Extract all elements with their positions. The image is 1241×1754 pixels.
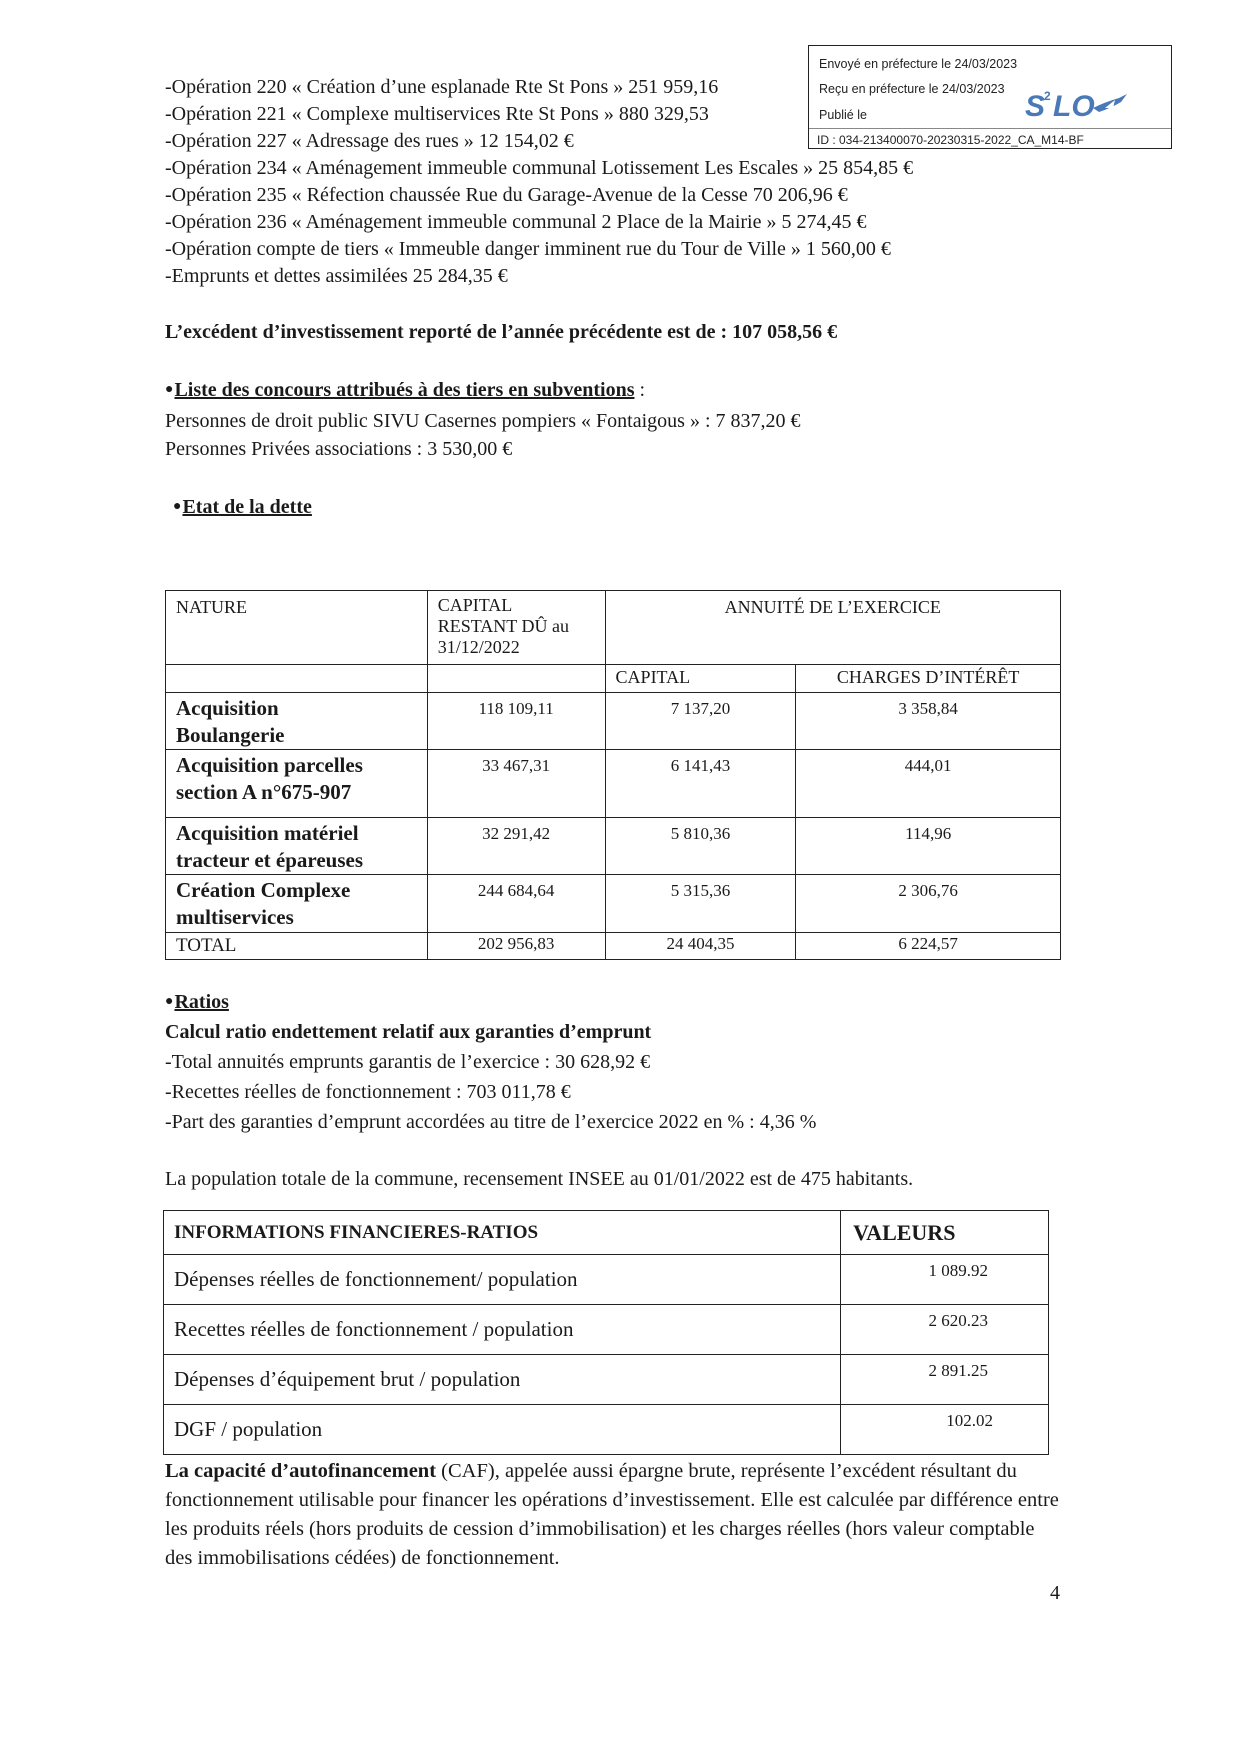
bullet-icon: ● (165, 994, 174, 1009)
col-capital-restant-header (427, 591, 605, 665)
row-restant: 118 109,11 (427, 693, 605, 750)
table-row (164, 1305, 1049, 1355)
svg-text:LO: LO (1053, 90, 1095, 123)
operation-line: -Opération compte de tiers « Immeuble danger imminent rue du Tour de Ville » 1 560,00 € (165, 238, 891, 260)
operation-line: -Opération 236 « Aménagement immeuble communal 2 Place de la Mairie » 5 274,45 € (165, 211, 867, 233)
row-restant: 32 291,42 (427, 818, 605, 875)
concours-line: Personnes de droit public SIVU Casernes pompiers « Fontaigous » : 7 837,20 € (165, 410, 801, 432)
caf-term: La capacité d’autofinancement (165, 1460, 437, 1482)
ratios-subheading: Calcul ratio endettement relatif aux garanties d’emprunt (165, 1021, 652, 1043)
operation-line: -Opération 235 « Réfection chaussée Rue du Garage-Avenue de la Cesse 70 206,96 € (165, 184, 848, 206)
col-annuite-header: ANNUITÉ DE L’EXERCICE (605, 591, 1060, 665)
ratio-label: DGF / population (164, 1405, 841, 1455)
debt-header-row (166, 591, 1061, 665)
ratios-header: INFORMATIONS FINANCIERES-RATIOS (164, 1211, 841, 1255)
nature-line: Acquisition matériel (176, 821, 359, 845)
nature-line: Boulangerie (176, 723, 285, 747)
bullet-icon: ● (173, 499, 182, 514)
caf-paragraph (165, 1457, 1065, 1573)
total-capital: 24 404,35 (605, 933, 796, 960)
ratio-line: -Part des garanties d’emprunt accordées au titre de l’exercice 2022 en % : 4,36 % (165, 1111, 817, 1133)
nature-line: Acquisition parcelles (176, 753, 363, 777)
row-charges: 2 306,76 (796, 875, 1061, 933)
row-restant: 244 684,64 (427, 875, 605, 933)
nature-line: Acquisition (176, 696, 279, 720)
page-number: 4 (1050, 1582, 1060, 1604)
nature-line: Création Complexe (176, 878, 351, 902)
row-capital: 5 810,36 (605, 818, 796, 875)
debt-table (165, 590, 1061, 960)
total-label: TOTAL (166, 933, 428, 960)
dette-heading: Etat de la dette (182, 496, 312, 518)
stamp-published: Publié le (819, 108, 867, 122)
ratios-table (163, 1210, 1049, 1455)
concours-line: Personnes Privées associations : 3 530,00 € (165, 438, 513, 460)
stamp-received: Reçu en préfecture le 24/03/2023 (819, 82, 1005, 96)
col-charges-header: CHARGES D’INTÉRÊT (796, 665, 1061, 693)
row-restant: 33 467,31 (427, 750, 605, 818)
header-line: RESTANT DÛ au (437, 616, 569, 636)
bullet-icon: ● (165, 382, 174, 397)
ratio-label: Dépenses d’équipement brut / population (164, 1355, 841, 1405)
row-charges: 3 358,84 (796, 693, 1061, 750)
row-capital: 7 137,20 (605, 693, 796, 750)
row-charges: 114,96 (796, 818, 1061, 875)
total-row (166, 933, 1061, 960)
concours-heading-suffix: : (634, 379, 646, 401)
nature-line: multiservices (176, 905, 294, 929)
nature-line: section A n°675-907 (176, 780, 352, 804)
operation-line: -Opération 227 « Adressage des rues » 12 154,02 € (165, 130, 574, 152)
row-nature (166, 875, 428, 933)
ratio-value: 102.02 (841, 1405, 1049, 1455)
table-row (166, 750, 1061, 818)
values-header: VALEURS (841, 1211, 1049, 1255)
row-nature (166, 818, 428, 875)
prefecture-stamp (808, 45, 1172, 149)
ratio-value: 2 620.23 (841, 1305, 1049, 1355)
table-row (164, 1405, 1049, 1455)
header-line: CAPITAL (437, 595, 513, 615)
table-row (164, 1255, 1049, 1305)
ratio-line: -Recettes réelles de fonctionnement : 703 011,78 € (165, 1081, 571, 1103)
population-statement: La population totale de la commune, recensement INSEE au 01/01/2022 est de 475 habitants. (165, 1168, 914, 1190)
empty-cell (166, 665, 428, 693)
excedent-statement: L’excédent d’investissement reporté de l’année précédente est de : 107 058,56 € (165, 321, 838, 343)
row-charges: 444,01 (796, 750, 1061, 818)
concours-heading: Liste des concours attribués à des tiers en subventions (174, 379, 635, 401)
row-nature (166, 750, 428, 818)
table-row (166, 818, 1061, 875)
dette-heading-line (173, 497, 312, 517)
operation-line: -Opération 234 « Aménagement immeuble communal Lotissement Les Escales » 25 854,85 € (165, 157, 914, 179)
col-nature-header: NATURE (166, 591, 428, 665)
ratio-value: 2 891.25 (841, 1355, 1049, 1405)
stamp-id: ID : 034-213400070-20230315-2022_CA_M14-BF (817, 133, 1084, 147)
operation-line: -Emprunts et dettes assimilées 25 284,35 € (165, 265, 508, 287)
operation-line: -Opération 221 « Complexe multiservices Rte St Pons » 880 329,53 (165, 103, 709, 125)
stamp-sent: Envoyé en préfecture le 24/03/2023 (819, 57, 1018, 71)
row-capital: 6 141,43 (605, 750, 796, 818)
ratio-value: 1 089.92 (841, 1255, 1049, 1305)
s2lo-logo-icon (1023, 84, 1133, 124)
stamp-divider (809, 128, 1171, 129)
header-line: 31/12/2022 (437, 637, 520, 657)
table-row (166, 875, 1061, 933)
ratios-heading: Ratios (174, 991, 229, 1013)
concours-heading-line (165, 380, 645, 400)
row-capital: 5 315,36 (605, 875, 796, 933)
ratio-label: Recettes réelles de fonctionnement / population (164, 1305, 841, 1355)
svg-text:2: 2 (1044, 89, 1051, 103)
ratios-header-row (164, 1211, 1049, 1255)
table-row (166, 693, 1061, 750)
ratio-label: Dépenses réelles de fonctionnement/ population (164, 1255, 841, 1305)
ratio-line: -Total annuités emprunts garantis de l’exercice : 30 628,92 € (165, 1051, 651, 1073)
empty-cell (427, 665, 605, 693)
debt-subheader-row (166, 665, 1061, 693)
table-row (164, 1355, 1049, 1405)
nature-line: tracteur et épareuses (176, 848, 363, 872)
col-capital-header: CAPITAL (605, 665, 796, 693)
caf-text: (CAF), appelée aussi épargne brute, représente l’excédent résultant du fonctionnement utilisable pour financer les opérations d’investissement. Elle est calculée par différence entre les produits réels (hors produits de cession d’immobilisation) et les charges réelles (hors valeur comptable des immobilisations cédées) de fonctionnement. (165, 1460, 1059, 1569)
total-charges: 6 224,57 (796, 933, 1061, 960)
svg-text:S: S (1025, 90, 1046, 123)
ratios-heading-line (165, 992, 229, 1012)
operation-line: -Opération 220 « Création d’une esplanade Rte St Pons » 251 959,16 (165, 76, 719, 98)
row-nature (166, 693, 428, 750)
total-restant: 202 956,83 (427, 933, 605, 960)
